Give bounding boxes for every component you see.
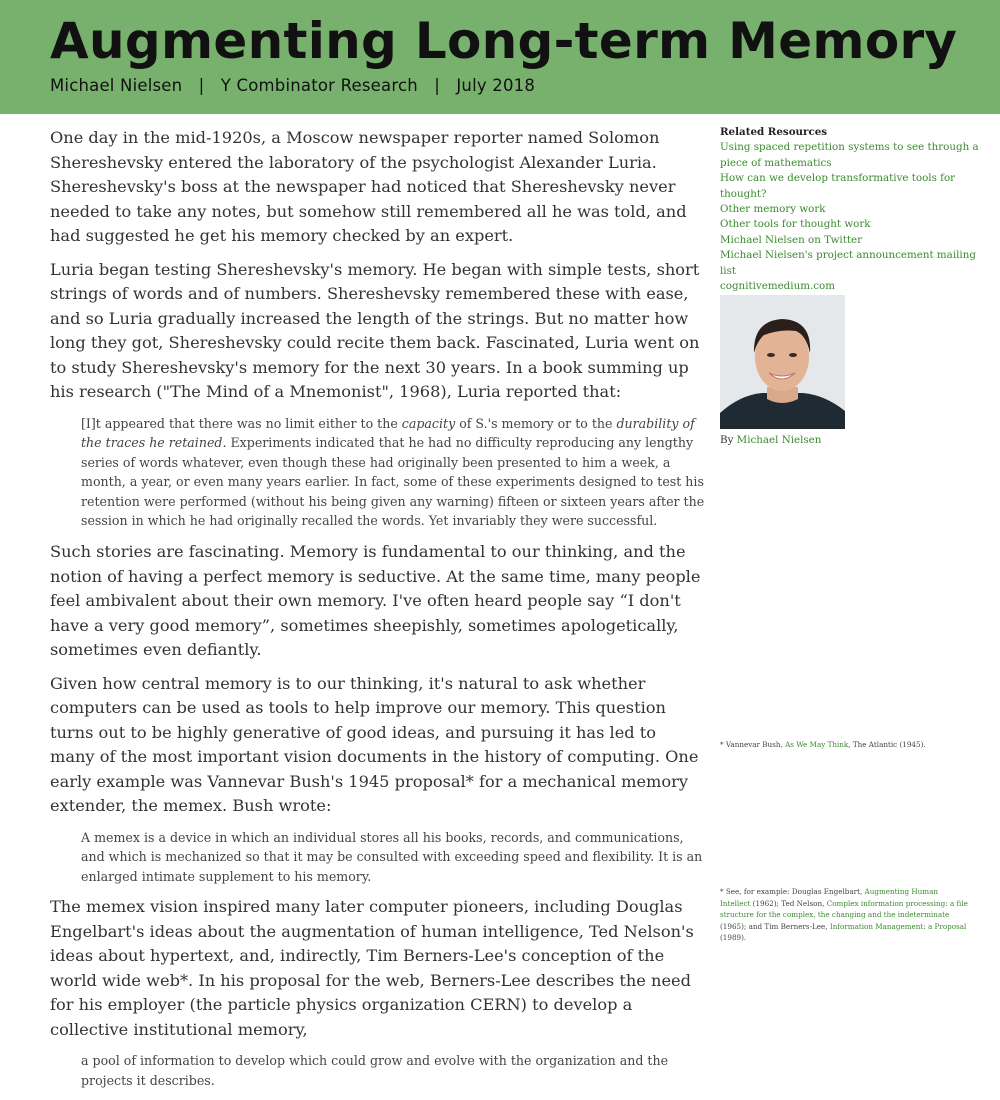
page-header [0, 0, 1000, 114]
sidebar-link-spaced-repetition[interactable]: Using spaced repetition systems to see through a piece of mathematics [720, 141, 979, 169]
byline-separator: | [198, 76, 205, 95]
quote-text: . Experiments indicated that he had no difficulty reproducing any lengthy series of words whatever, even though these had originally been presented to him a week, a month, a year, or even many years earlier. In fact, some of these experiments designed to test his retention were performed (without his being given any warning) fifteen or sixteen years after the session in which he had originally recalled the words. Yet invariably they were successful. [81, 435, 705, 529]
quote-text: of S.'s memory or to the [455, 415, 617, 431]
footnote-text: (1962); Ted Nelson, [750, 898, 827, 908]
sidebar-link-tools-for-thought[interactable]: Other tools for thought work [720, 218, 871, 231]
footnote-bush [720, 739, 970, 751]
sidebar-link-mailing-list[interactable]: Michael Nielsen's project announcement mailing list [720, 249, 976, 277]
footnote-link-augmenting-human-intellect[interactable]: Augmenting Human Intellect [720, 887, 938, 908]
article-body [50, 126, 705, 1100]
paragraph-1: One day in the mid-1920s, a Moscow newspaper reporter named Solomon Shereshevsky entered the laboratory of the psychologist Alexander Luria. Shereshevsky's boss at the newspaper had noticed that Shereshevsky never needed to take any notes, but somehow still remembered all he was told, and had suggested he get his memory checked by an expert. [50, 128, 687, 245]
sidebar-link-twitter[interactable]: Michael Nielsen on Twitter [720, 233, 863, 246]
byline-separator: | [434, 76, 440, 95]
photo-caption [720, 433, 990, 448]
sidebar-related-resources [720, 125, 990, 449]
footnote-link-information-management[interactable]: Information Management: a Proposal [829, 921, 967, 931]
footnote-link-as-we-may-think[interactable]: As We May Think [785, 740, 849, 749]
footnote-link-complex-information[interactable]: Complex information processing: a file structure for the complex, the changing and the indeterminate [720, 898, 968, 920]
sidebar-link-transformative-tools[interactable]: How can we develop transformative tools for thought? [720, 172, 956, 200]
quote-emphasis: durability of the traces he retained [81, 415, 695, 451]
sidebar-link-cognitivemedium[interactable]: cognitivemedium.com [720, 280, 835, 293]
paragraph-5: The memex vision inspired many later computer pioneers, including Douglas Engelbart's ideas about the augmentation of human intelligence, Ted Nelson's ideas about hypertext, and, indirectly, Tim Berners-Lee's conception of the world wide web*. In his proposal for the web, Berners-Lee describes the need for his employer (the particle physics organization CERN) to develop a collective institutional memory, [50, 897, 694, 1039]
paragraph-3: Such stories are fascinating. Memory is fundamental to our thinking, and the notion of having a perfect memory is seductive. At the same time, many people feel ambivalent about their own memory. I've often heard people say “I don't have a very good memory”, sometimes sheepishly, sometimes apologetically, sometimes even defiantly. [50, 542, 701, 660]
paragraph-4: Given how central memory is to our thinking, it's natural to ask whether computers can be used as tools to help improve our memory. This question turns out to be highly generative of good ideas, and pursuing it has led to many of the most important vision documents in the history of computing. One early example was Vannevar Bush's 1945 proposal* for a mechanical memory extender, the memex. Bush wrote: [50, 673, 699, 816]
byline-author: Michael Nielsen [50, 76, 183, 95]
footnote-pioneers [720, 886, 970, 944]
footnote-text: (1989). [720, 933, 747, 943]
paragraph-2: Luria began testing Shereshevsky's memory. He began with simple tests, short strings of words and of numbers. Shereshevsky remembered these with ease, and so Luria gradually increased the length of the strings. But no matter how long they got, Shereshevsky could recite them back. Fascinated, Luria went on to study Shereshevsky's memory for the next 30 years. In a book summing up his research ("The Mind of a Mnemonist", 1968), Luria reported that: [50, 259, 700, 401]
footnote-text: * Vannevar Bush, [720, 740, 786, 749]
author-link[interactable]: Michael Nielsen [736, 434, 822, 447]
footnote-text: * See, for example: Douglas Engelbart, [720, 887, 865, 896]
quote-luria [81, 414, 705, 532]
byline [50, 76, 535, 95]
byline-date: July 2018 [456, 76, 536, 95]
quote-text: [I]t appeared that there was no limit either to the [81, 415, 402, 431]
author-photo [720, 295, 845, 429]
quote-berners-lee: a pool of information to develop which could grow and evolve with the organization and the projects it describes. [81, 1053, 669, 1088]
footnote-text: (1965); and Tim Berners-Lee, [720, 921, 830, 931]
quote-emphasis: capacity [401, 415, 456, 431]
author-portrait-image [720, 295, 845, 429]
footnote-text: , The Atlantic (1945). [848, 740, 926, 749]
sidebar-title: Related Resources [720, 126, 828, 138]
byline-org: Y Combinator Research [220, 76, 418, 95]
caption-prefix: By [720, 434, 737, 447]
sidebar-link-memory-work[interactable]: Other memory work [720, 203, 826, 216]
page-title: Augmenting Long-term Memory [50, 12, 958, 70]
quote-bush: A memex is a device in which an individual stores all his books, records, and communications, and which is mechanized so that it may be consulted with exceeding speed and flexibility. It is an enlarged intimate supplement to his memory. [81, 829, 703, 884]
